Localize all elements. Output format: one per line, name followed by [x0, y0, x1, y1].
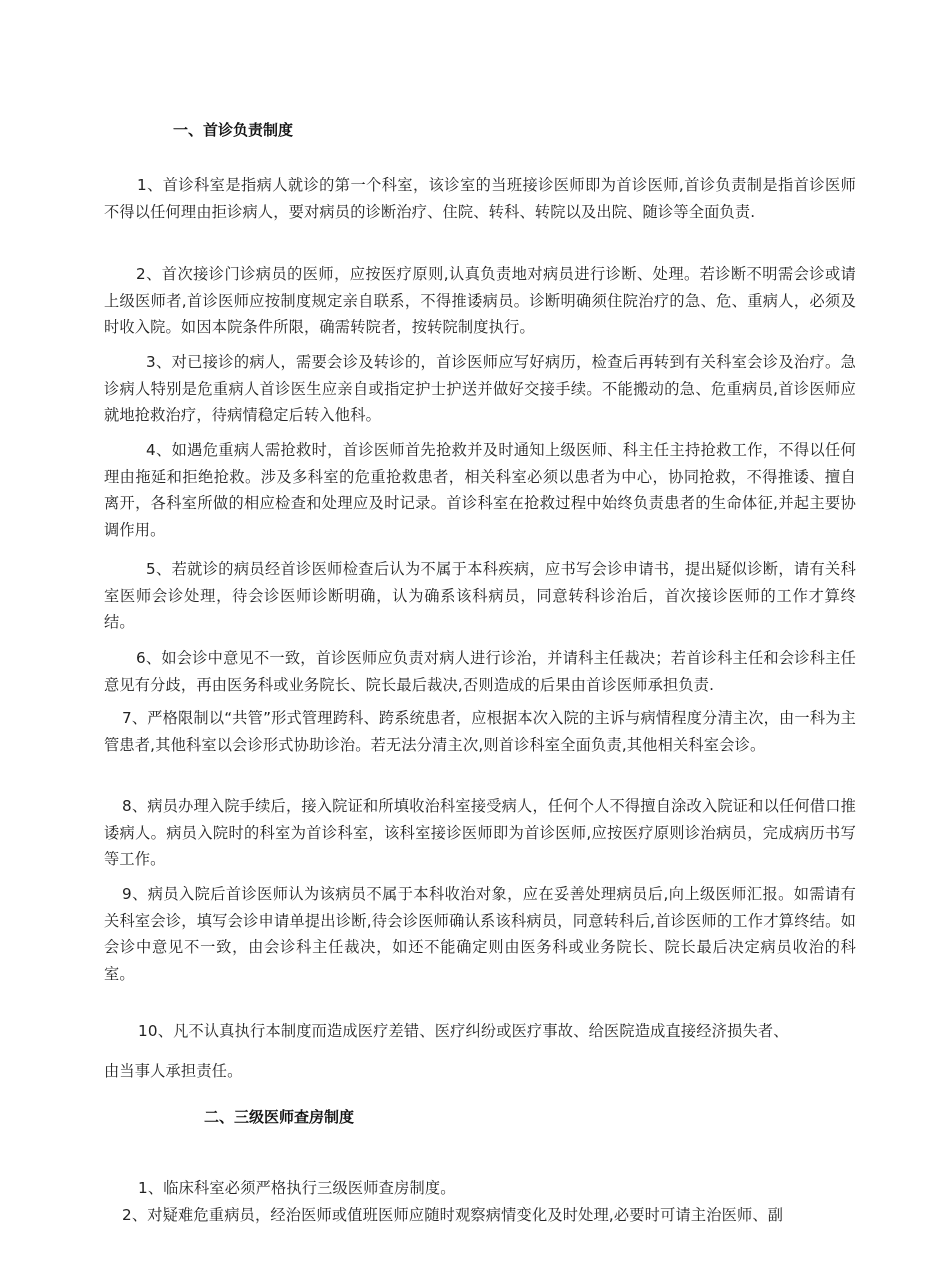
section-title-first-visit: 一、首诊负责制度 — [173, 121, 294, 139]
paragraph-3: 3、对已接诊的病人，需要会诊及转诊的，首诊医师应写好病历，检查后再转到有关科室会诊及治疗。急诊病人特别是危重病人首诊医生应亲自或指定护士护送并做好交接手续。不能搬动的急、危重病员,首诊医师应就地抢救治疗，待病情稳定后转入他科。 — [104, 353, 856, 424]
paragraph-5: 5、若就诊的病员经首诊医师检查后认为不属于本科疾病，应书写会诊申请书，提出疑似诊断，请有关科室医师会诊处理，待会诊医师诊断明确，认为确系该科病员，同意转科诊治后，首次接诊医师的工作才算终结。 — [104, 560, 856, 631]
paragraph-10: 10、凡不认真执行本制度而造成医疗差错、医疗纠纷或医疗事故、给医院造成直接经济损失者、 — [138, 1022, 789, 1040]
section-title-three-level-rounds: 二、三级医师查房制度 — [204, 1108, 355, 1126]
paragraph-10-continued: 由当事人承担责任。 — [104, 1062, 243, 1080]
section2-paragraph-1: 1、临床科室必须严格执行三级医师查房制度。 — [138, 1179, 456, 1197]
paragraph-7: 7、严格限制以“共管”形式管理跨科、跨系统患者，应根据本次入院的主诉与病情程度分清主次，由一科为主管患者,其他科室以会诊形式协助诊治。若无法分清主次,则首诊科室全面负责,其他相关科室会诊。 — [104, 709, 856, 754]
paragraph-1: 1、首诊科室是指病人就诊的第一个科室，该诊室的当班接诊医师即为首诊医师,首诊负责制是指首诊医师不得以任何理由拒诊病人，要对病员的诊断治疗、住院、转科、转院以及出院、随诊等全面负责. — [104, 176, 856, 221]
paragraph-8: 8、病员办理入院手续后，接入院证和所填收治科室接受病人，任何个人不得擅自涂改入院证和以任何借口推诿病人。病员入院时的科室为首诊科室，该科室接诊医师即为首诊医师,应按医疗原则诊治病员，完成病历书写等工作。 — [104, 797, 856, 868]
paragraph-9: 9、病员入院后首诊医师认为该病员不属于本科收治对象，应在妥善处理病员后,向上级医师汇报。如需请有关科室会诊，填写会诊申请单提出诊断,待会诊医师确认系该科病员，同意转科后,首诊医师的工作才算终结。如会诊中意见不一致，由会诊科主任裁决，如还不能确定则由医务科或业务院长、院长最后决定病员收治的科室。 — [104, 885, 856, 983]
section2-paragraph-2: 2、对疑难危重病员，经治医师或值班医师应随时观察病情变化及时处理,必要时可请主治医师、副 — [122, 1206, 784, 1224]
paragraph-4: 4、如遇危重病人需抢救时，首诊医师首先抢救并及时通知上级医师、科主任主持抢救工作，不得以任何理由拖延和拒绝抢救。涉及多科室的危重抢救患者，相关科室必须以患者为中心，协同抢救，不得推诿、擅自离开，各科室所做的相应检查和处理应及时记录。首诊科室在抢救过程中始终负责患者的生命体征,并起主要协调作用。 — [104, 441, 856, 539]
paragraph-2: 2、首次接诊门诊病员的医师，应按医疗原则,认真负责地对病员进行诊断、处理。若诊断不明需会诊或请上级医师者,首诊医师应按制度规定亲自联系，不得推诿病员。诊断明确须住院治疗的急、危、重病人，必须及时收入院。如因本院条件所限，确需转院者，按转院制度执行。 — [104, 265, 856, 336]
paragraph-6: 6、如会诊中意见不一致，首诊医师应负责对病人进行诊治，并请科主任裁决；若首诊科主任和会诊科主任意见有分歧，再由医务科或业务院长、院长最后裁决,否则造成的后果由首诊医师承担负责. — [104, 649, 856, 694]
